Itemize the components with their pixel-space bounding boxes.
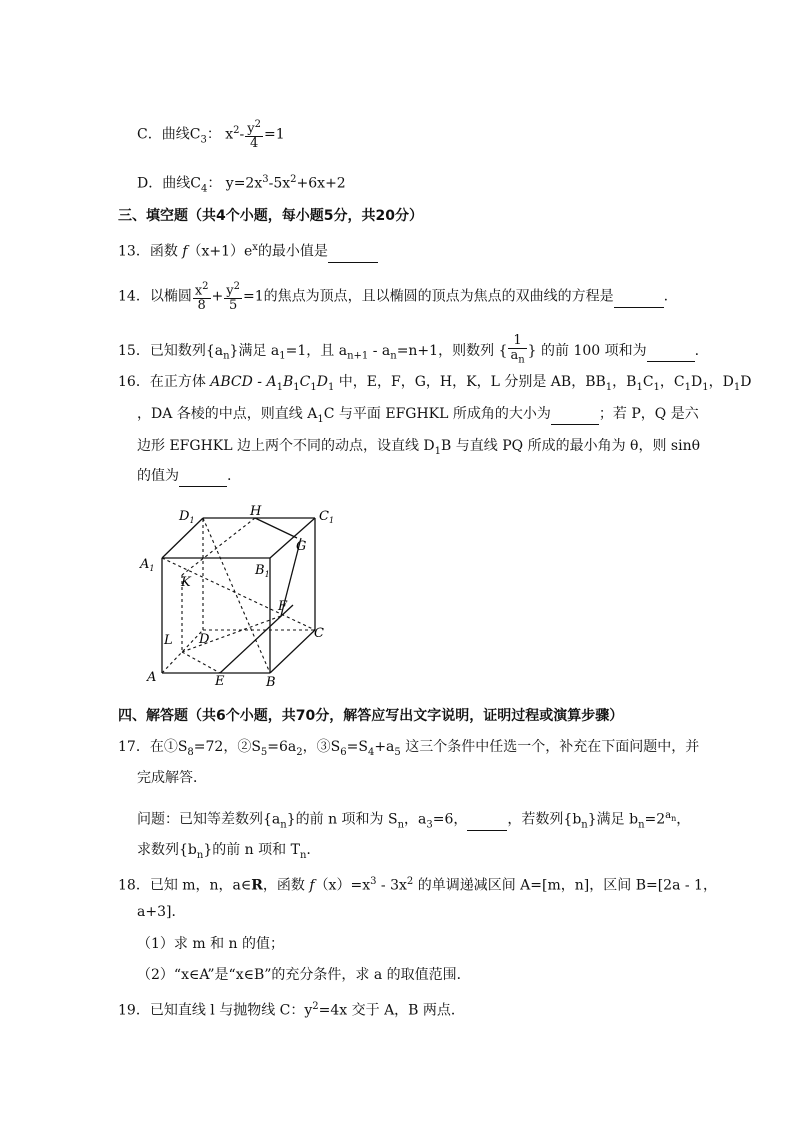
option-d: D．曲线$C_4$： $y=2x^3-5x^2+6x+2$ bbox=[137, 174, 346, 195]
question-16-line-3: 边形 EFGHKL 边上两个不同的动点，设直线 $D_1B$ 与直线 PQ 所成的最小角为 θ，则 sinθ bbox=[137, 438, 701, 457]
label-H: H bbox=[250, 504, 262, 519]
question-17-line-4: 求数列$\{b_n\}$的前 n 项和 $T_n$. bbox=[137, 842, 311, 861]
question-18-part-1: （1）求 m 和 n 的值； bbox=[137, 936, 284, 952]
question-17-line-2: 完成解答． bbox=[137, 770, 207, 786]
line-D1-B bbox=[203, 518, 270, 673]
answer-blank bbox=[647, 341, 695, 362]
line-L-F bbox=[182, 616, 281, 652]
answer-blank bbox=[467, 810, 507, 831]
question-17-line-3: 问题：已知等差数列$\{a_n\}$的前 n 项和为 $S_n$，$a_3=6$， ，若数列$\{b_n\}$满足 $b_n=2^{a_n}$， bbox=[137, 810, 691, 831]
label-D1: $D_1$ bbox=[179, 509, 195, 525]
label-C: C bbox=[314, 626, 324, 641]
label-A1: $A_1$ bbox=[140, 557, 155, 573]
question-16-line-4: 的值为 . bbox=[137, 466, 231, 487]
line-A1-C bbox=[162, 558, 315, 630]
hex-L-E bbox=[182, 652, 220, 673]
answer-blank bbox=[614, 287, 664, 308]
label-K: K bbox=[181, 575, 191, 590]
question-16-line-2: ，DA 各棱的中点，则直线 $A_1C$ 与平面 EFGHKL 所成角的大小为 ；若 P，Q 是六 bbox=[137, 406, 699, 425]
question-18-line-2: a+3]． bbox=[137, 904, 186, 920]
section-4-heading: 四、解答题（共6个小题，共70分，解答应写出文字说明，证明过程或演算步骤） bbox=[118, 708, 624, 724]
label-C1: $C_1$ bbox=[319, 509, 335, 525]
option-c: C．曲线$C_3$： $x^2-$ $\frac{y^2}{4}$ =1 bbox=[137, 119, 285, 152]
fraction: $\frac{1}{a_n}$ bbox=[510, 333, 525, 366]
label-L: L bbox=[164, 633, 173, 648]
answer-blank bbox=[179, 466, 227, 487]
label-A: A bbox=[147, 670, 157, 685]
label-B: B bbox=[266, 675, 276, 690]
label-D: D bbox=[199, 632, 210, 647]
fraction: $\frac{y^2}{4}$ bbox=[247, 119, 262, 152]
fraction: $\frac{y^2}{5}$ bbox=[226, 281, 241, 314]
hex-G-H bbox=[255, 518, 297, 538]
question-19: 19．已知直线 l 与抛物线 C：$y^2=4x$ 交于 A，B 两点． bbox=[118, 1001, 465, 1019]
cube-figure bbox=[135, 500, 350, 690]
answer-blank bbox=[551, 404, 599, 425]
question-18-line-1: 18．已知 m，n，a∈R，函数 $f(x)=x^3 - 3x^2$ 的单调递减区间 A=[m，n]，区间 B=[2a - 1， bbox=[118, 876, 717, 894]
label-G: G bbox=[296, 539, 307, 554]
question-15: 15．已知数列$\{a_n\}$满足 $a_1=1$，且 $a_{n+1} - a_n=n+1$，则数列 { $\frac{1}{a_n}$ } 的前 100 项和为 . bbox=[118, 333, 700, 366]
question-17-line-1: 17．在$①S_8=72$，$②S_5=6a_2$，$③S_6=S_4+a_5$ 这三个条件中任选一个，补充在下面问题中，并 bbox=[118, 739, 700, 758]
section-3-heading: 三、填空题（共4个小题，每小题5分，共20分） bbox=[118, 208, 423, 224]
label-F: F bbox=[278, 599, 288, 614]
answer-blank bbox=[328, 242, 378, 263]
label-E: E bbox=[215, 674, 225, 689]
question-18-part-2: （2）“x∈A”是“x∈B”的充分条件，求 a 的取值范围． bbox=[137, 967, 471, 983]
label-B1: $B_1$ bbox=[255, 563, 270, 579]
question-13: 13．函数 $f(x+1)e^x$的最小值是 bbox=[118, 238, 378, 263]
edge-B1-C1 bbox=[270, 518, 315, 558]
question-14: 14．以椭圆 $\frac{x^2}{8}$ + $\frac{y^2}{5}$ =1的焦点为顶点，且以椭圆的顶点为焦点的双曲线的方程是 . bbox=[118, 281, 669, 314]
hex-E-F bbox=[220, 605, 293, 673]
edge-A1-D1 bbox=[162, 518, 203, 558]
hex-H-K bbox=[182, 518, 255, 575]
question-16-line-1: 16．在正方体 ABCD - $A_1B_1C_1D_1$ 中，E，F，G，H，K，L 分别是 AB，$BB_1$，$B_1C_1$，$C_1D_1$，$D_1D$ bbox=[118, 374, 752, 393]
fraction: $\frac{x^2}{8}$ bbox=[194, 281, 209, 314]
edge-B-C bbox=[270, 630, 315, 673]
